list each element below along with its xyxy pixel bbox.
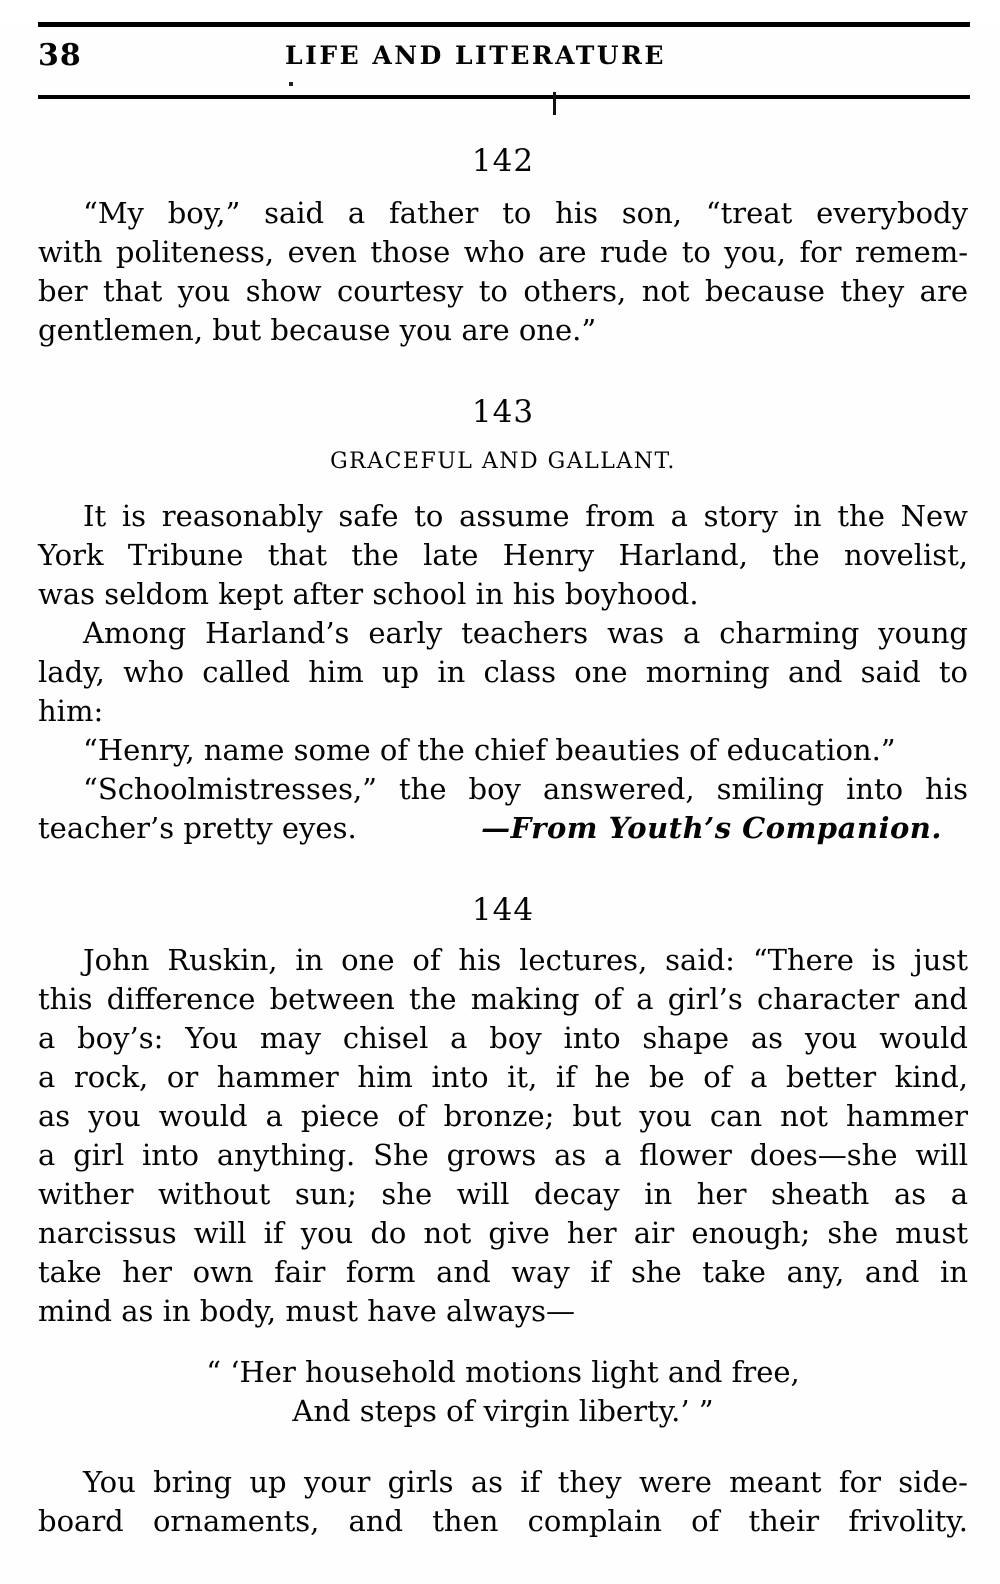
text-line: wither without sun; she will decay in her sheath as a	[38, 1177, 968, 1211]
paragraph	[38, 614, 968, 731]
ink-smudge-artifact	[553, 92, 556, 115]
paragraph	[38, 194, 968, 350]
verse-line: “ ‘Her household motions light and free,	[206, 1355, 800, 1389]
ink-dot-artifact	[289, 82, 293, 86]
text-line-left: teacher’s pretty eyes.	[38, 811, 357, 845]
text-line: narcissus will if you do not give her air enough; she must	[38, 1216, 968, 1250]
section-142	[38, 141, 968, 350]
page-header	[38, 27, 968, 83]
section-144	[38, 890, 968, 1541]
text-line: John Ruskin, in one of his lectures, said: “There is just	[83, 943, 968, 977]
text-line: take her own fair form and way if she take any, and in	[38, 1255, 968, 1289]
page-body	[38, 141, 968, 1541]
text-line: Among Harland’s early teachers was a charming young	[83, 616, 968, 650]
text-line: gentlemen, but because you are one.”	[38, 313, 597, 347]
page-content	[0, 22, 1000, 1541]
verse-line: And steps of virgin liberty.’ ”	[292, 1394, 714, 1428]
text-line: “My boy,” said a father to his son, “treat everybody	[83, 196, 968, 230]
paragraph	[38, 941, 968, 1331]
section-number: 144	[471, 892, 535, 928]
verse-quote	[38, 1353, 968, 1431]
running-title: LIFE AND LITERATURE	[285, 40, 666, 70]
book-page-scan	[0, 22, 1000, 1584]
text-line: board ornaments, and then complain of their frivolity.	[38, 1504, 968, 1538]
attribution: —From Youth’s Companion.	[481, 811, 942, 845]
header-rule-bottom	[38, 95, 970, 99]
text-line: It is reasonably safe to assume from a story in the New	[83, 499, 968, 533]
text-line: mind as in body, must have always—	[38, 1294, 575, 1328]
paragraph	[38, 1463, 968, 1541]
paragraph	[38, 731, 968, 770]
text-line: was seldom kept after school in his boyhood.	[38, 577, 699, 611]
section-143	[38, 392, 968, 848]
text-line: ber that you show courtesy to others, not because they are	[38, 274, 968, 308]
text-line: him:	[38, 694, 104, 728]
section-number: 143	[471, 394, 535, 430]
text-line: lady, who called him up in class one morning and said to	[38, 655, 968, 689]
page-number: 38	[38, 37, 82, 73]
text-line: a rock, or hammer him into it, if he be of a better kind,	[38, 1060, 968, 1094]
text-line: as you would a piece of bronze; but you can not hammer	[38, 1099, 968, 1133]
text-line: You bring up your girls as if they were meant for side-	[83, 1465, 968, 1499]
text-line: a girl into anything. She grows as a flower does—she will	[38, 1138, 968, 1172]
text-line: with politeness, even those who are rude to you, for remem-	[38, 235, 968, 269]
text-line: York Tribune that the late Henry Harland, the novelist,	[38, 538, 968, 572]
paragraph	[38, 770, 968, 848]
section-heading: GRACEFUL AND GALLANT.	[330, 449, 676, 474]
paragraph	[38, 497, 968, 614]
text-line: this difference between the making of a girl’s character and	[38, 982, 968, 1016]
text-line: a boy’s: You may chisel a boy into shape as you would	[38, 1021, 968, 1055]
text-line: “Schoolmistresses,” the boy answered, smiling into his	[83, 772, 968, 806]
section-number: 142	[471, 143, 535, 179]
text-line	[38, 809, 968, 848]
text-line: “Henry, name some of the chief beauties of education.”	[83, 733, 896, 767]
